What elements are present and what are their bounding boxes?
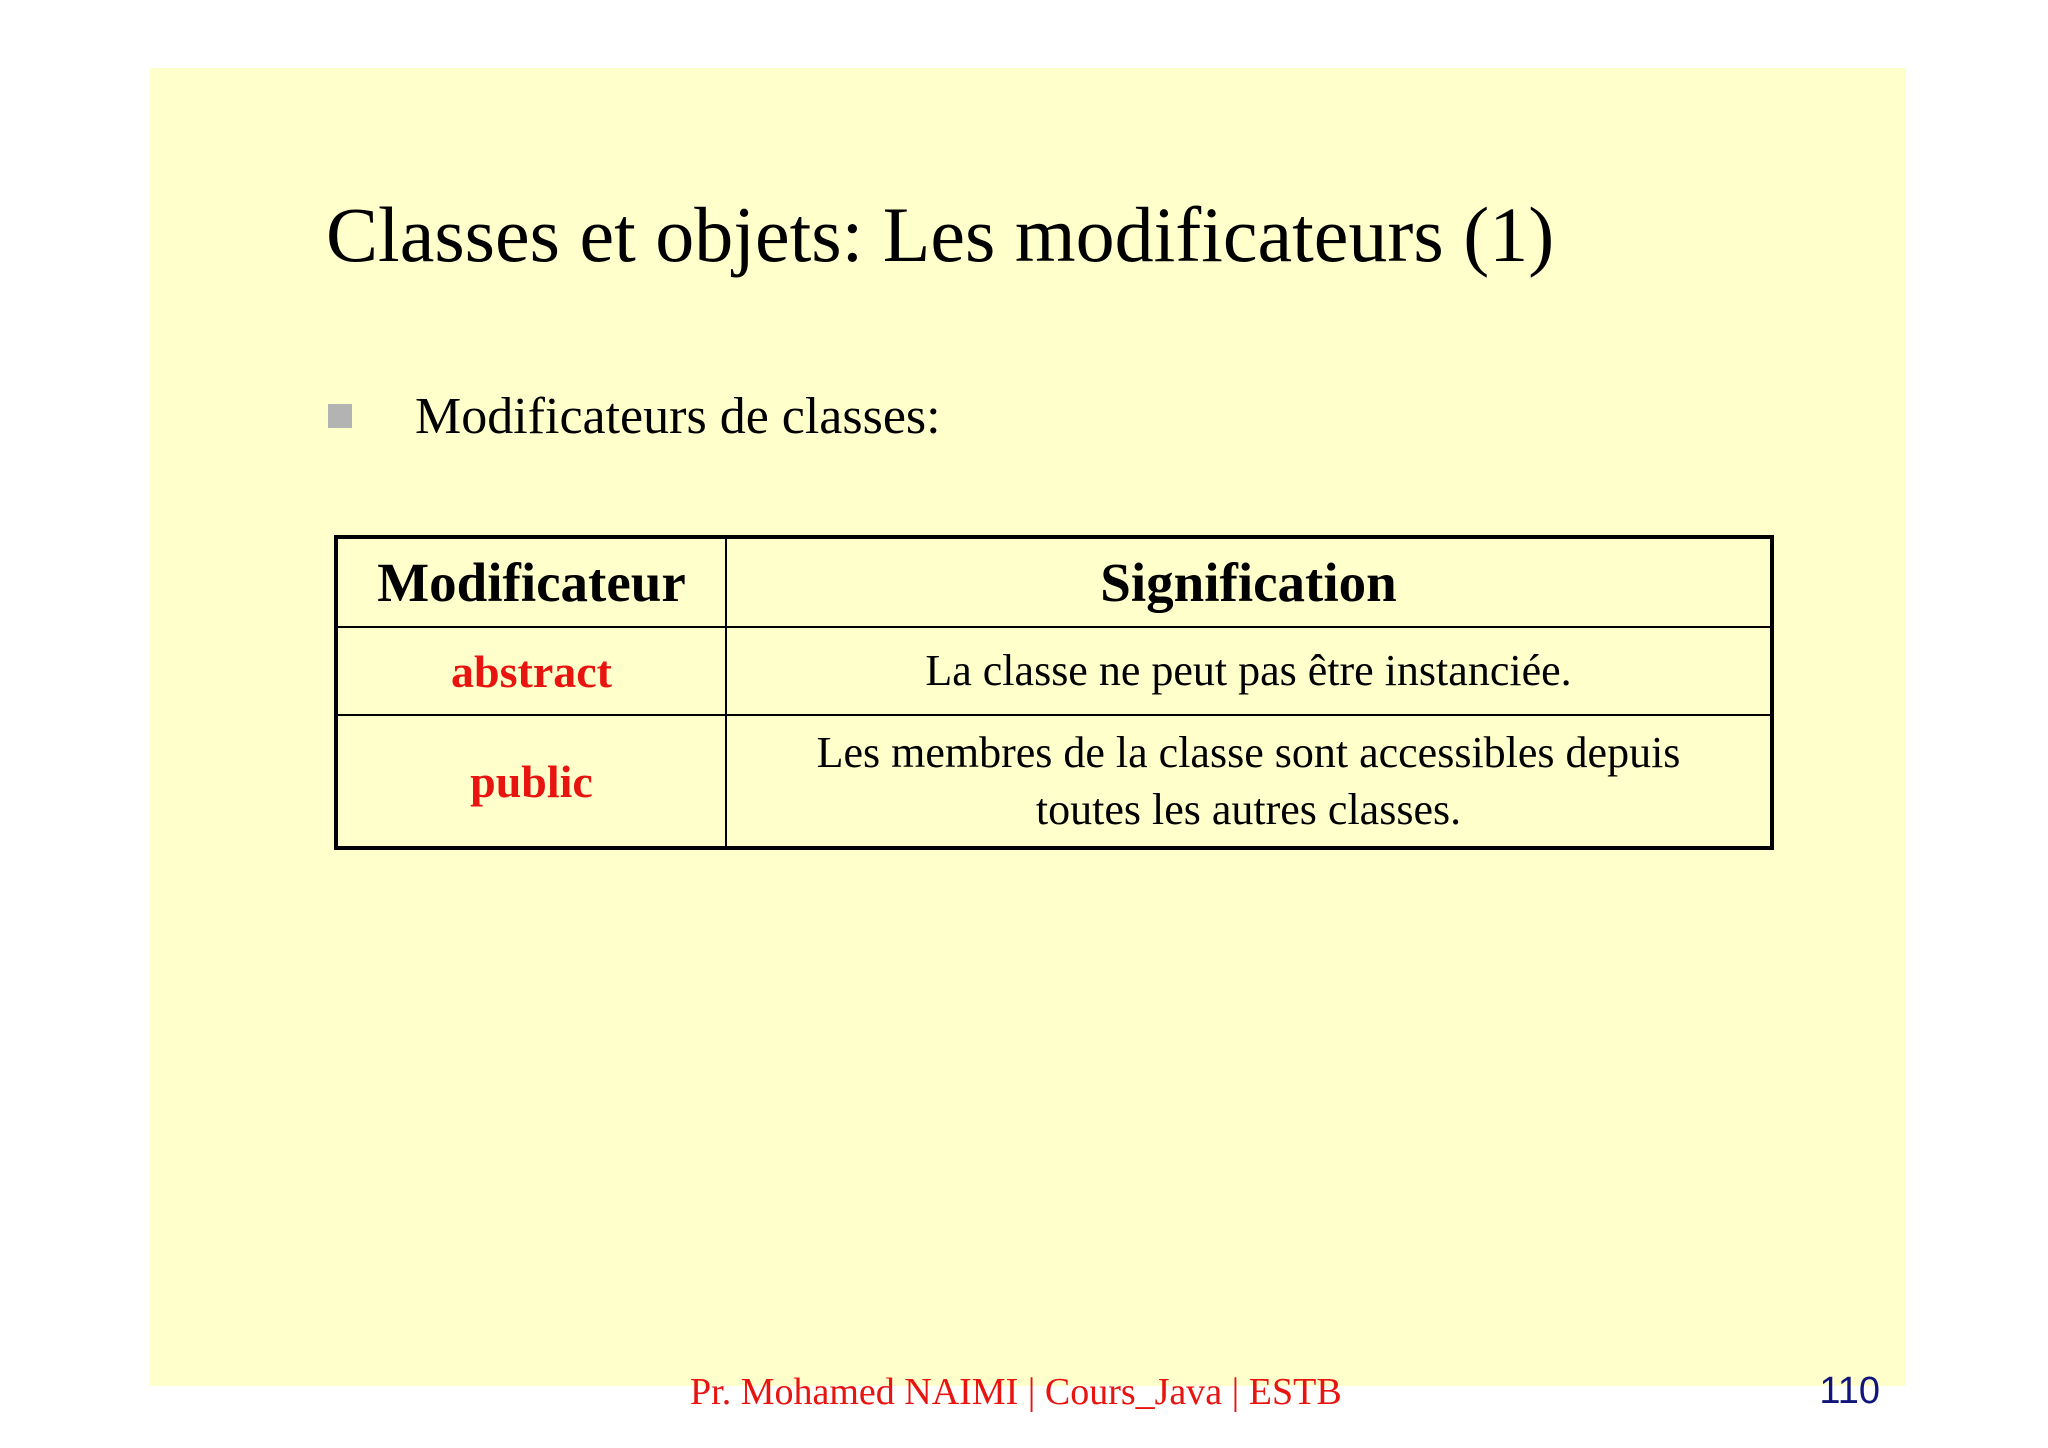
table-row [338, 715, 1770, 846]
header-modificateur: Modificateur [338, 539, 726, 627]
meaning-cell: La classe ne peut pas être instanciée. [726, 627, 1770, 715]
meaning-cell: Les membres de la classe sont accessibles depuis toutes les autres classes. [726, 715, 1770, 846]
modifiers-table [334, 535, 1774, 850]
table-header-row [338, 539, 1770, 627]
table-row [338, 627, 1770, 715]
bullet-item [328, 386, 941, 446]
modifier-cell: abstract [338, 627, 726, 715]
page-number: 110 [1819, 1370, 1880, 1412]
footer-credit: Pr. Mohamed NAIMI | Cours_Java | ESTB [690, 1371, 1342, 1413]
slide-title: Classes et objets: Les modificateurs (1) [326, 191, 1555, 278]
header-signification: Signification [726, 539, 1770, 627]
modifier-cell: public [338, 715, 726, 846]
bullet-text: Modificateurs de classes: [415, 387, 941, 445]
square-bullet-icon [328, 404, 352, 428]
slide [150, 68, 1906, 1413]
